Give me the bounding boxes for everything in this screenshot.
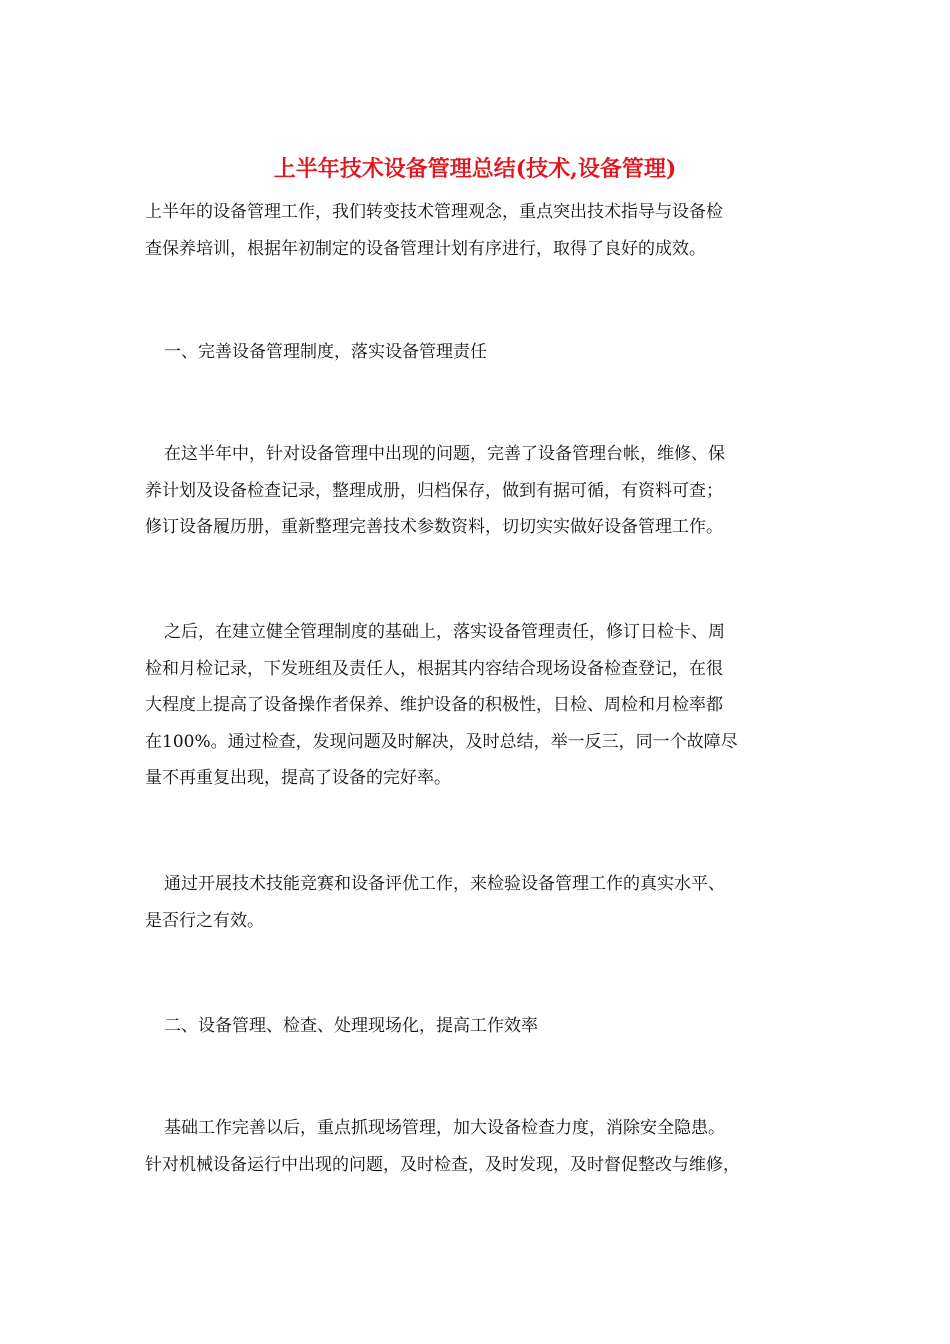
paragraph-line: 大程度上提高了设备操作者保养、维护设备的积极性，日检、周检和月检率都 bbox=[145, 695, 723, 715]
paragraph-line: 养计划及设备检查记录，整理成册，归档保存，做到有据可循，有资料可查； bbox=[145, 480, 723, 501]
document-title: 上半年技术设备管理总结(技术,设备管理) bbox=[273, 156, 677, 182]
paragraph-line: 查保养培训，根据年初制定的设备管理计划有序进行，取得了良好的成效。 bbox=[145, 238, 706, 259]
paragraph-line: 在这半年中，针对设备管理中出现的问题，完善了设备管理台帐，维修、保 bbox=[164, 444, 725, 464]
paragraph-line: 针对机械设备运行中出现的问题，及时检查，及时发现，及时督促整改与维修， bbox=[145, 1154, 740, 1175]
body-paragraph bbox=[145, 1110, 805, 1183]
paragraph-line: 在100%。通过检查，发现问题及时解决，及时总结，举一反三，同一个故障尽 bbox=[145, 731, 738, 752]
body-paragraph bbox=[145, 866, 805, 939]
section-heading-2 bbox=[145, 1008, 805, 1045]
paragraph-line: 基础工作完善以后，重点抓现场管理，加大设备检查力度，消除安全隐患。 bbox=[164, 1118, 725, 1138]
heading-line: 二、设备管理、检查、处理现场化，提高工作效率 bbox=[164, 1016, 538, 1036]
paragraph-line: 是否行之有效。 bbox=[145, 910, 264, 931]
paragraph-line: 上半年的设备管理工作，我们转变技术管理观念，重点突出技术指导与设备检 bbox=[145, 202, 723, 222]
heading-line: 一、完善设备管理制度，落实设备管理责任 bbox=[164, 342, 487, 362]
paragraph-line: 通过开展技术技能竞赛和设备评优工作，来检验设备管理工作的真实水平、 bbox=[164, 874, 725, 894]
intro-paragraph bbox=[145, 194, 805, 267]
paragraph-line: 检和月检记录，下发班组及责任人，根据其内容结合现场设备检查登记，在很 bbox=[145, 658, 723, 679]
section-heading-1 bbox=[145, 334, 805, 371]
paragraph-line: 修订设备履历册，重新整理完善技术参数资料，切切实实做好设备管理工作。 bbox=[145, 517, 723, 537]
paragraph-line: 量不再重复出现，提高了设备的完好率。 bbox=[145, 768, 451, 788]
body-paragraph bbox=[145, 614, 805, 797]
paragraph-line: 之后，在建立健全管理制度的基础上，落实设备管理责任，修订日检卡、周 bbox=[164, 622, 725, 642]
body-paragraph bbox=[145, 436, 805, 546]
